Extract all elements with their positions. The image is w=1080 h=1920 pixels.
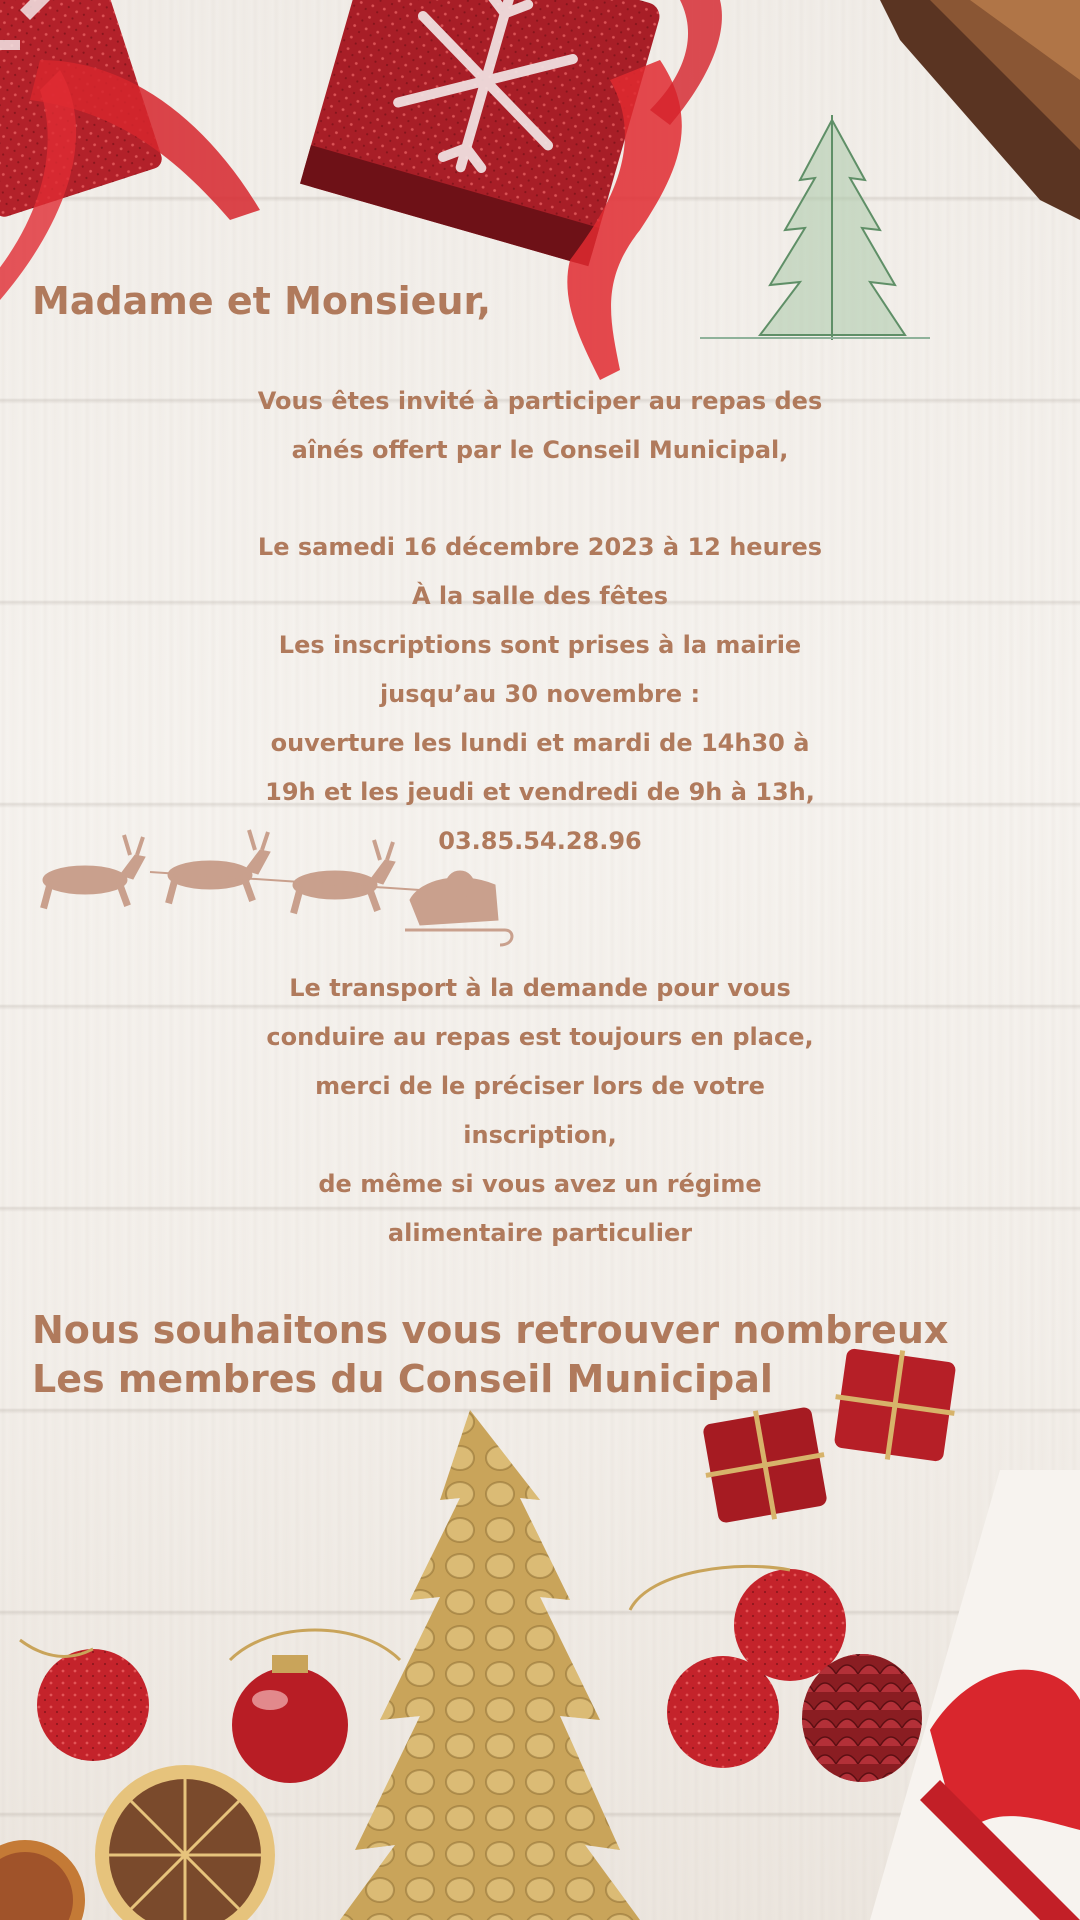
registration-line-2: jusqu’au 30 novembre : <box>379 680 701 708</box>
phone-number: 03.85.54.28.96 <box>438 827 642 855</box>
signature-line: Les membres du Conseil Municipal <box>32 1357 773 1401</box>
gold-tree-ornament-icon <box>340 1410 640 1920</box>
gift-box-icon <box>0 0 260 300</box>
opening-hours-line-2: 19h et les jeudi et vendredi de 9h à 13h, <box>265 778 815 806</box>
closing-line: Nous souhaitons vous retrouver nombreux <box>32 1308 949 1352</box>
salutation: Madame et Monsieur, <box>32 279 492 323</box>
diet-line-1: de même si vous avez un régime <box>318 1170 762 1198</box>
christmas-tree-sketch-icon <box>700 115 930 340</box>
transport-line-3: merci de le préciser lors de votre <box>315 1072 765 1100</box>
diet-line-2: alimentaire particulier <box>387 1219 693 1247</box>
transport-line-2: conduire au repas est toujours en place, <box>266 1023 814 1051</box>
date-line: Le samedi 16 décembre 2023 à 12 heures <box>257 533 823 561</box>
transport-line-1: Le transport à la demande pour vous <box>289 974 791 1002</box>
wooden-box-icon <box>880 0 1080 220</box>
dried-orange-icon <box>0 1765 275 1920</box>
opening-hours-line-1: ouverture les lundi et mardi de 14h30 à <box>270 729 810 757</box>
registration-line-1: Les inscriptions sont prises à la mairie <box>278 631 802 659</box>
venue-line: À la salle des fêtes <box>411 582 669 610</box>
pine-cone-icon <box>802 1654 922 1782</box>
intro-line-2: aînés offert par le Conseil Municipal, <box>291 436 789 464</box>
intro-line-1: Vous êtes invité à participer au repas des <box>257 387 823 415</box>
transport-line-4: inscription, <box>463 1121 617 1149</box>
